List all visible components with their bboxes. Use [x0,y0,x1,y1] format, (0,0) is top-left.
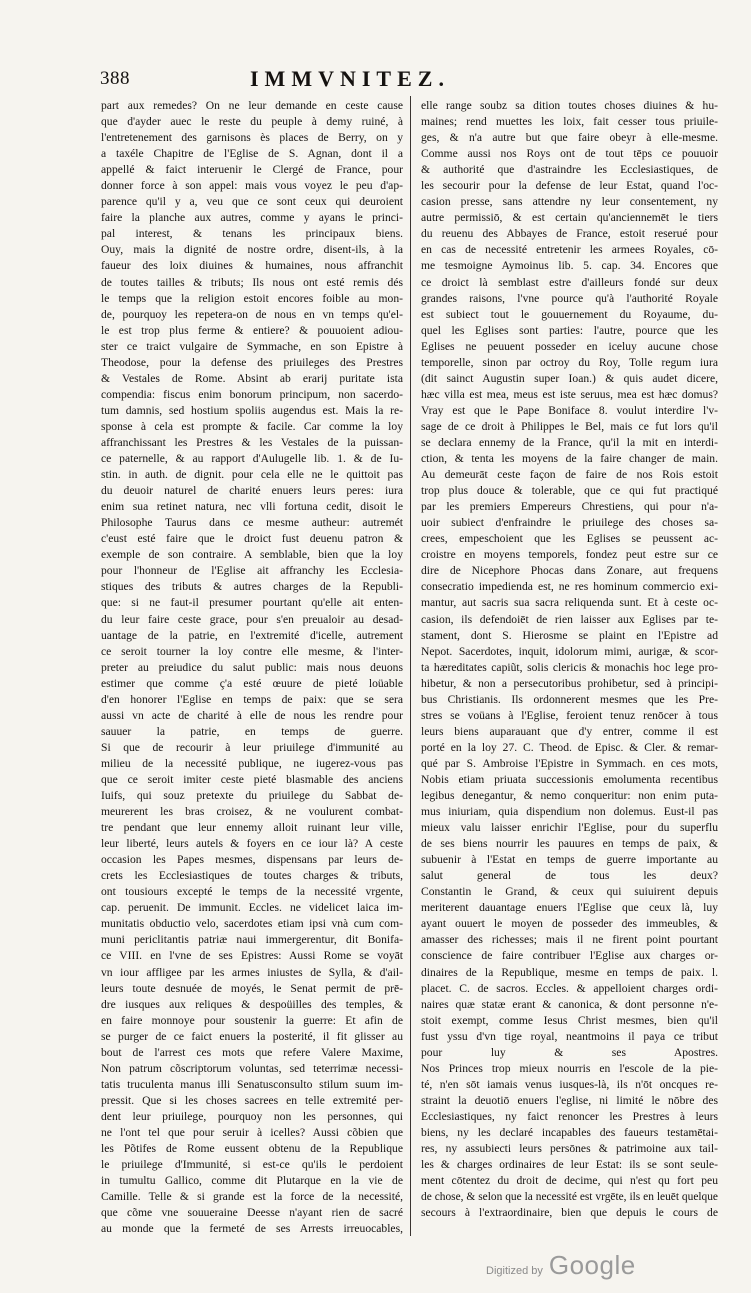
text-line: cap. peruenit. De immunit. Eccles. ne videlicet laica im- [101,901,403,915]
text-line: ment cōtentez du droit de decime, qui n'est qu fort peu [421,1174,718,1188]
text-line: exemple de son contraire. A semblable, bien que la loy [101,548,403,562]
text-line: que ce seroit imiter ceste pieté blasmable des anciens [101,772,403,786]
text-line: qué par S. Ambroise l'Epistre in Symmach. en ces mots, [421,756,718,770]
text-line: Vray est que le Pape Boniface 8. voulut interdire l'v- [421,403,718,417]
right-text-column [421,98,718,1221]
text-line: que: si ne faut-il presumer pourtant qu'elle ait enten- [101,596,403,610]
text-line: du deuoir naturel de charité enuers leurs peres: iura [101,484,403,498]
text-line: Iuifs, qui souz pretexte du priuilege du Sabbat de- [101,789,403,803]
column-divider [410,96,411,1236]
text-line: Si que de recourir à leur priuilege d'immunité au [101,740,403,754]
text-line: (dit sainct Augustin super Ioan.) & quis audet dicere, [421,371,718,385]
text-line: preter au preiudice du salut public: mais nous deuons [101,660,403,674]
text-line: sponse à cela est prompte & facile. Car comme la loy [101,419,403,433]
text-line: parence qu'il y a, veu que ce sont ceux qui deuroient [101,195,403,209]
text-line: dre iusques aux reliques & despoüilles des temples, & [101,997,403,1011]
text-line: au monde que la fermeté de ses Arrests irreuocables, [101,1222,403,1236]
text-line: Camille. Telle & si grande est la force de la necessité, [101,1190,403,1204]
text-line: uantage de la patrie, en l'extremité d'icelle, autrement [101,628,403,642]
text-line: vn iour affligee par les armes iniustes de Sylla, & d'ail- [101,965,403,979]
text-line: secours à l'extraordinaire, bien que depuis le cours de [421,1206,718,1220]
text-line: le priuilege d'Immunité, si est-ce qu'ils le perdoient [101,1158,403,1172]
text-line: compendia: fiscus enim bonorum principum, non sacerdo- [101,387,403,401]
text-line: ce droict là semblast estre d'ailleurs fondé sur deux [421,275,718,289]
text-line: les secourir pour la defense de leur Estat, quand l'oc- [421,179,718,193]
text-line: crees, empeschoient que les Eglises se peussent ac- [421,532,718,546]
text-line: grandes raisons, l'vne pource qu'à l'authorité Royale [421,291,718,305]
text-line: sage de ce droit à Philippes le Bel, mais ce fut lors qu'il [421,419,718,433]
running-title: IMMVNITEZ. [250,66,450,91]
text-line: stament, dont S. Hierosme se plaint en l'Epistre ad [421,628,718,642]
text-line: mieux valu laisser enrichir l'Eglise, pour du superflu [421,821,718,835]
text-line: muni periclitantis patriæ naui immergerentur, dit Bonifa- [101,933,403,947]
text-line: faueur des loix diuines & humaines, nous affranchit [101,259,403,273]
text-line: tre pendant que leur ennemy alloit ruinant leur ville, [101,821,403,835]
text-line: elle range soubz sa dition toutes choses diuines & hu- [421,99,718,112]
text-line: Nos Princes trop mieux nourris en l'escole de la pie- [421,1061,718,1075]
digitized-by-label: Digitized by [486,1265,543,1277]
text-line: ce VIII. en l'vne de ses Epistres: Aussi Rome se voyāt [101,949,403,963]
text-line: sauuer la patrie, en temps de guerre. [101,724,403,738]
text-line: est subiect tout le gouuernement du Royaume, du- [421,307,718,321]
text-line: temporelle, sinon par octroy du Roy, Tolle regum iura [421,355,718,369]
text-line: res, ny assubiecti leurs persōnes & patrimoine aux tail- [421,1142,718,1156]
text-line: tum damnis, sed hostium spoliis augendus est. Mais la re- [101,403,403,417]
text-line: a taxéle Chapitre de l'Eglise de S. Agnan, dont il a [101,147,403,161]
page-number: 388 [100,68,130,89]
text-line: aussi vn acte de charité à elle de nous les rendre pour [101,708,403,722]
text-line: autre permissiō, & est certain qu'anciennemēt le tiers [421,211,718,225]
text-line: dinaires de la Republique, mesme en temps de paix. l. [421,965,718,979]
text-line: Nobis etiam priuata successionis emolumenta recentibus [421,772,718,786]
text-line: stres se voüans à l'Eglise, feroient tenuz renōcer à tous [421,708,718,722]
text-line: Ouy, mais la dignité de nostre ordre, disent-ils, à la [101,243,403,257]
text-line: mus iniuriam, quia dispendium non dolemus. Eust-il pas [421,805,718,819]
text-line: de, pourquoy les repetera-on de nous en vn temps qu'el- [101,307,403,321]
text-line: de ses biens nourrir les pauures en temps de paix, & [421,837,718,851]
text-line: dire de Nicephore Phocas dans Zonare, aut frequens [421,564,718,578]
text-line: Philosophe Taurus dans ce mesme autheur: autremét [101,516,403,530]
text-line: legibus denegantur, & nemo conqueritur: non enim puta- [421,789,718,803]
text-line: les & charges ordinaires de leur Estat: ils se sont seule- [421,1158,718,1172]
text-line: munitatis obductio velo, sacerdotes etiam ipsi vnà cum com- [101,917,403,931]
text-line: hibetur, & non a persecutoribus prohibetur, sed à principi- [421,676,718,690]
text-line: occasion les Papes mesmes, dispensans par leurs de- [101,853,403,867]
text-line: ont tousiours excepté le temps de la necessité vrgente, [101,885,403,899]
text-line: ce paternelle, & au rapport d'Aulugelle lib. 1. & de Iu- [101,452,403,466]
text-line: quel les Eglises sont parties: l'autre, pource que les [421,323,718,337]
text-line: biens, ny les declaré incapables des faueurs testamētai- [421,1126,718,1139]
text-line: porté en la loy 27. C. Theod. de Episc. & Cler. & remar- [421,740,718,754]
text-line: crets les Ecclesiastiques de toutes charges & tributs, [101,869,403,883]
text-line: hæc villa est mea, meus est iste seruus, mea est hæc domus? [421,387,718,401]
text-line: du leur faire ceste grace, pour s'en preualoir au desad- [101,612,403,626]
text-line: se purger de ce faict enuers la posterité, il fit glisser au [101,1029,403,1043]
text-line: amasser des richesses; mais il ne firent point pourtant [421,933,718,947]
text-line: stiques des tributs & autres charges de la Republi- [101,580,403,594]
text-line: dent leur priuilege, pourquoy non les personnes, qui [101,1109,403,1123]
text-line: bout de l'arrest ces mots que refere Valere Maxime, [101,1045,403,1059]
text-line: de toutes tailles & tributs; Ils nous ont esté remis dés [101,275,403,289]
text-line: naires quæ statæ erant & canonica, & dont personne n'e- [421,997,718,1011]
text-line: estimer que comme ç'a esté œuure de pieté loüable [101,676,403,690]
text-line: ayant ouuert le moyen de posseder des immeubles, & [421,917,718,931]
text-line: bus Christianis. Ils ordonnerent mesmes que les Pre- [421,692,718,706]
text-line: pal interest, & tenans les principaux biens. [101,227,403,241]
text-line: meriterent dauantage enuers l'Eglise que ceux là, luy [421,901,718,915]
text-line: ges, & n'a autre but que faire obeyr à elle-mesme. [421,131,718,145]
text-line: conscience de faire contribuer l'Eglise aux charges or- [421,949,718,963]
text-line: Eglises ne peuuent posseder en iceluy aucune chose [421,339,718,353]
text-line: c'eust esté faire que le droict fust deuenu patron & [101,532,403,546]
text-line: in tumultu Gallico, comme dit Plutarque en la vie de [101,1174,403,1188]
text-line: leur liberté, leurs autels & foyers en ce iour là? A ceste [101,837,403,851]
text-line: donner force à son appel: mais vous voyez le peu d'ap- [101,179,403,193]
text-line: en cas de necessité entretenir les armees Royales, cō- [421,243,718,257]
text-line: casion, ils defendoiēt de rien laisser aux Eglises par te- [421,612,718,626]
text-line: part aux remedes? On ne leur demande en ceste cause [101,99,403,112]
text-line: du reuenu des Abbayes de France, estoit reserué pour [421,227,718,241]
text-line: que cõme vne souueraine Deesse n'ayant rien de sacré [101,1206,403,1220]
text-line: Non patrum cõscriptorum voluntas, sed teterrimæ necessi- [101,1061,403,1075]
text-line: en faire monnoye pour soustenir la guerre: Et afin de [101,1013,403,1027]
text-line: uoir subiect d'enfraindre le priuilege des choses sa- [421,516,718,530]
text-line: salut general de tous les deux? [421,869,718,883]
digitization-footer [486,1250,636,1280]
text-line: & Vestales de Rome. Absint ab erarij puritate ista [101,371,403,385]
text-line: ction, & tenta les moyens de la faire changer de main. [421,452,718,466]
text-line: les Põtifes de Rome eussent obtenu de la Republique [101,1142,403,1156]
text-line: Nepot. Sacerdotes, inquit, idolorum mimi, aurigæ, & scor- [421,644,718,658]
text-line: me tesmoigne Aymoinus lib. 5. cap. 34. Encores que [421,259,718,273]
text-line: le temps que la religion estoit encores foible au mon- [101,291,403,305]
text-line: que d'ayder auec le reste du peuple à demy ruiné, à [101,115,403,129]
text-line: stoit exempt, comme Iesus Christ mesmes, bien qu'il [421,1013,718,1027]
text-line: fust yssu d'vn tige royal, neantmoins il paya ce tribut [421,1029,718,1043]
text-line: ce seroit tourner la loy contre elle mesme, & l'inter- [101,644,403,658]
text-line: le est trop plus ferme & entiere? & pouuoient adiou- [101,323,403,337]
text-line: pour luy & ses Apostres. [421,1045,718,1059]
text-line: l'entretenement des garnisons ès places de Berry, on y [101,131,403,145]
text-line: tatis truculenta manus illi Senatusconsulto stilum suum im- [101,1077,403,1091]
text-line: meurerent les bras croisez, & ne voulurent combat- [101,805,403,819]
text-line: milieu de la necessité publique, ne iugerez-vous pas [101,756,403,770]
text-line: ster ce traict vulgaire de Symmache, en son Epistre à [101,339,403,353]
text-line: pour l'honneur de l'Eglise ait affranchy les Ecclesia- [101,564,403,578]
text-line: Theodose, pour la defense des priuileges des Prestres [101,355,403,369]
text-line: Comme aussi nos Roys ont de tout tēps ce pouuoir [421,147,718,161]
text-line: Ecclesiastiques, ny faict renoncer les Prestres à leurs [421,1109,718,1123]
text-line: trop plus douce & tolerable, que ce qui fut practiqué [421,484,718,498]
text-line: de chose, & selon que la necessité est vrgēte, ils en leuēt quelque [421,1191,718,1204]
text-line: enim sua retinet natura, nec vlli fortuna cedit, disoit le [101,500,403,514]
google-logo: Google [548,1250,636,1280]
text-line: consecratio impedienda est, ne res hominum commercio exi- [421,580,718,594]
text-line: se declara ennemy de la France, qu'il la mit en interdi- [421,435,718,449]
text-line: mantur, aut sacris sua sacra reliquenda sunt. Et à ceste oc- [421,596,718,610]
text-line: d'en honorer l'Eglise en temps de paix: que se sera [101,692,403,706]
text-line: placet. C. de sacros. Eccles. & appelloient charges ordi- [421,981,718,995]
text-line: & authorité que d'astraindre les Ecclesiastiques, de [421,163,718,177]
text-line: faire la planche aux autres, comme y ayans le princi- [101,211,403,225]
text-line: casion presse, sans attendre ny leur consentement, ny [421,195,718,209]
text-line: maines; rend muettes les loix, fait cesser tous priuile- [421,115,718,129]
text-line: leurs biens auparauant que d'y entrer, comme il est [421,724,718,738]
text-line: té, n'en sōt iamais venus iusques-là, ils n'ōt oncques re- [421,1077,718,1091]
text-line: subuenir à l'Estat en temps de guerre importante au [421,853,718,867]
text-line: ne l'ont tel que pour seruir à icelles? Aussi cõbien que [101,1126,403,1139]
page-header [100,68,720,96]
text-line: Au demeurāt ceste façon de faire de nos Rois estoit [421,468,718,482]
text-line: affranchissant les Prestres & les Vestales de la puissan- [101,435,403,449]
text-line: stin. in auth. de dignit. pour cela elle ne le quittoit pas [101,468,403,482]
text-line: appellé & faict interuenir le Clergé de France, pour [101,163,403,177]
text-line: Constantin le Grand, & ceux qui suiuirent depuis [421,885,718,899]
text-line: par les premiers Empereurs Chrestiens, qui pour n'a- [421,500,718,514]
text-line: pressit. Que si les choses sacrees en telle extremité per- [101,1093,403,1107]
text-line: straint la deuotiō enuers l'eglise, ni limité le nōbre des [421,1093,718,1107]
text-line: leurs toute desnuée de moyés, le Senat permit de prē- [101,981,403,995]
text-line: ta hæreditates capiũt, solis clericis & monachis hoc lege pro- [421,660,718,674]
left-text-column [101,98,403,1237]
text-line: croistre en moyens temporels, fondez peut estre sur ce [421,548,718,562]
